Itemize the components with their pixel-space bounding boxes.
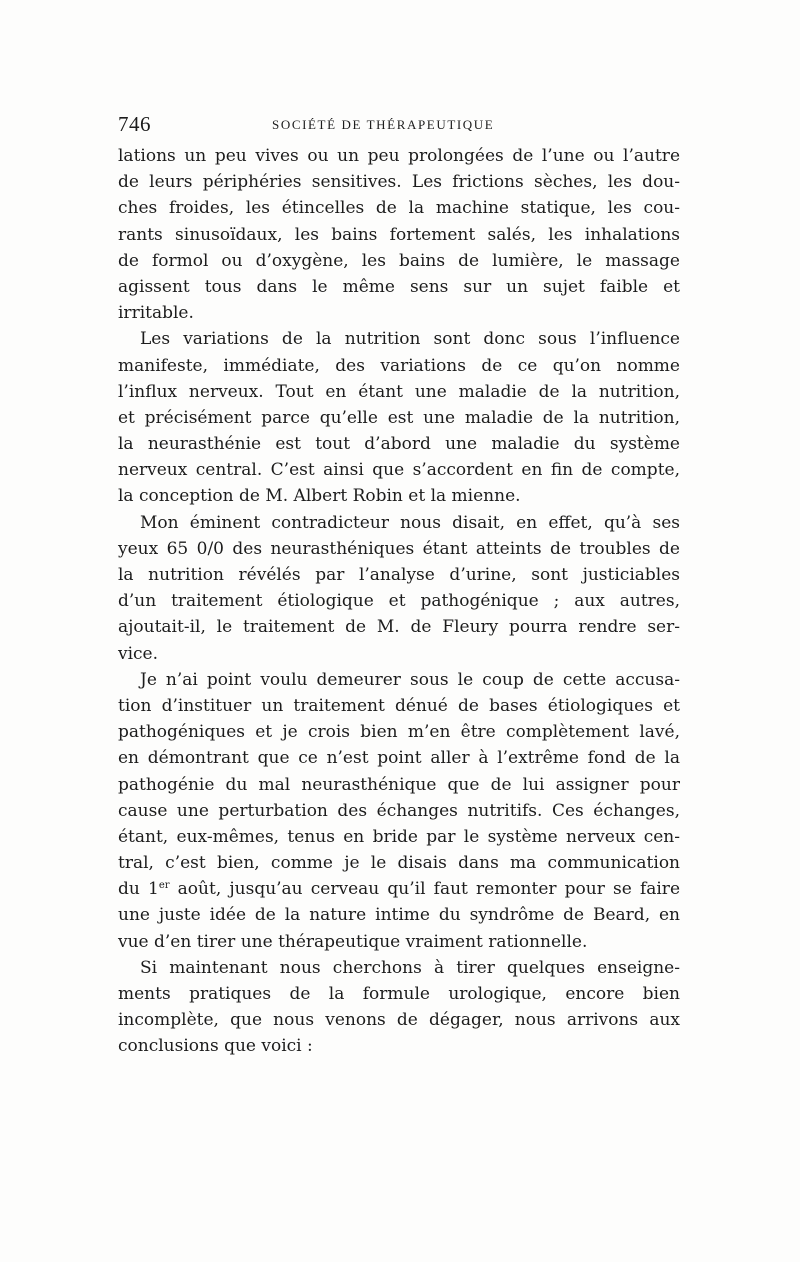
text-line: étant, eux-mêmes, tenus en bride par le système nerveux cen- (118, 826, 680, 847)
body-text (118, 143, 680, 1060)
text-line: Les variations de la nutrition sont donc sous l’influence (140, 329, 680, 350)
text-line: Si maintenant nous cherchons à tirer quelques enseigne- (140, 957, 680, 978)
paragraph (118, 955, 680, 1060)
text-line: cause une perturbation des échanges nutritifs. Ces échanges, (118, 800, 680, 821)
ordinal-superscript: er (158, 880, 170, 892)
text-line: tral, c’est bien, comme je le disais dans ma communication (118, 853, 680, 874)
text-line: Je n’ai point voulu demeurer sous le coup de cette accusa- (140, 669, 680, 690)
paragraph (118, 326, 680, 509)
text-line: ches froides, les étincelles de la machine statique, les cou- (118, 198, 680, 219)
text-line: ments pratiques de la formule urologique, encore bien (118, 984, 680, 1004)
text-line: la nutrition révélés par l’analyse d’urine, sont justiciables (118, 565, 680, 585)
text-line: vice. (118, 643, 159, 664)
text-line: irritable. (118, 303, 194, 324)
text-line: en démontrant que ce n’est point aller à l’extrême fond de la (118, 748, 680, 769)
text-line: lations un peu vives ou un peu prolongées de l’une ou l’autre (118, 146, 680, 166)
text-line: conclusions que voici : (118, 1036, 313, 1057)
text-line: tion d’instituer un traitement dénué de bases étiologiques et (118, 695, 680, 716)
text-line: pathogénie du mal neurasthénique que de lui assigner pour (118, 774, 680, 795)
text-line: d’un traitement étiologique et pathogénique ; aux autres, (118, 591, 680, 612)
text-line: manifeste, immédiate, des variations de ce qu’on nomme (118, 355, 680, 376)
text-line: la neurasthénie est tout d’abord une maladie du système (118, 434, 680, 455)
text-line (118, 876, 680, 902)
paragraph (118, 510, 680, 667)
text-line: et précisément parce qu’elle est une maladie de la nutrition, (118, 407, 680, 428)
text-line: Mon éminent contradicteur nous disait, en effet, qu’à ses (140, 512, 680, 533)
text-line: rants sinusoïdaux, les bains fortement salés, les inhalations (118, 224, 680, 245)
paragraph (118, 143, 680, 326)
text-line: nerveux central. C’est ainsi que s’accordent en fin de compte, (118, 460, 680, 481)
text-line: de formol ou d’oxygène, les bains de lumière, le massage (118, 250, 680, 271)
text-line: la conception de M. Albert Robin et la mienne. (118, 486, 521, 507)
text-line: yeux 65 0/0 des neurasthéniques étant atteints de troubles de (118, 538, 680, 559)
text-fragment: du 1 (118, 879, 159, 900)
text-line: agissent tous dans le même sens sur un sujet faible et (118, 276, 680, 297)
paragraph (118, 667, 680, 955)
text-line: pathogéniques et je crois bien m’en être complètement lavé, (118, 722, 680, 743)
text-line: une juste idée de la nature intime du syndrôme de Beard, en (118, 905, 680, 926)
text-line: de leurs périphéries sensitives. Les frictions sèches, les dou- (118, 172, 680, 193)
page-header (118, 112, 678, 142)
page-number: 746 (118, 112, 151, 136)
text-line: l’influx nerveux. Tout en étant une maladie de la nutrition, (118, 381, 680, 402)
text-fragment: août, jusqu’au cerveau qu’il faut remonter pour se faire (169, 879, 680, 900)
running-title: SOCIÉTÉ DE THÉRAPEUTIQUE (272, 117, 495, 132)
text-line: incomplète, que nous venons de dégager, nous arrivons aux (118, 1010, 680, 1031)
text-line: vue d’en tirer une thérapeutique vraiment rationnelle. (118, 931, 588, 952)
text-line: ajoutait-il, le traitement de M. de Fleury pourra rendre ser- (118, 617, 680, 638)
